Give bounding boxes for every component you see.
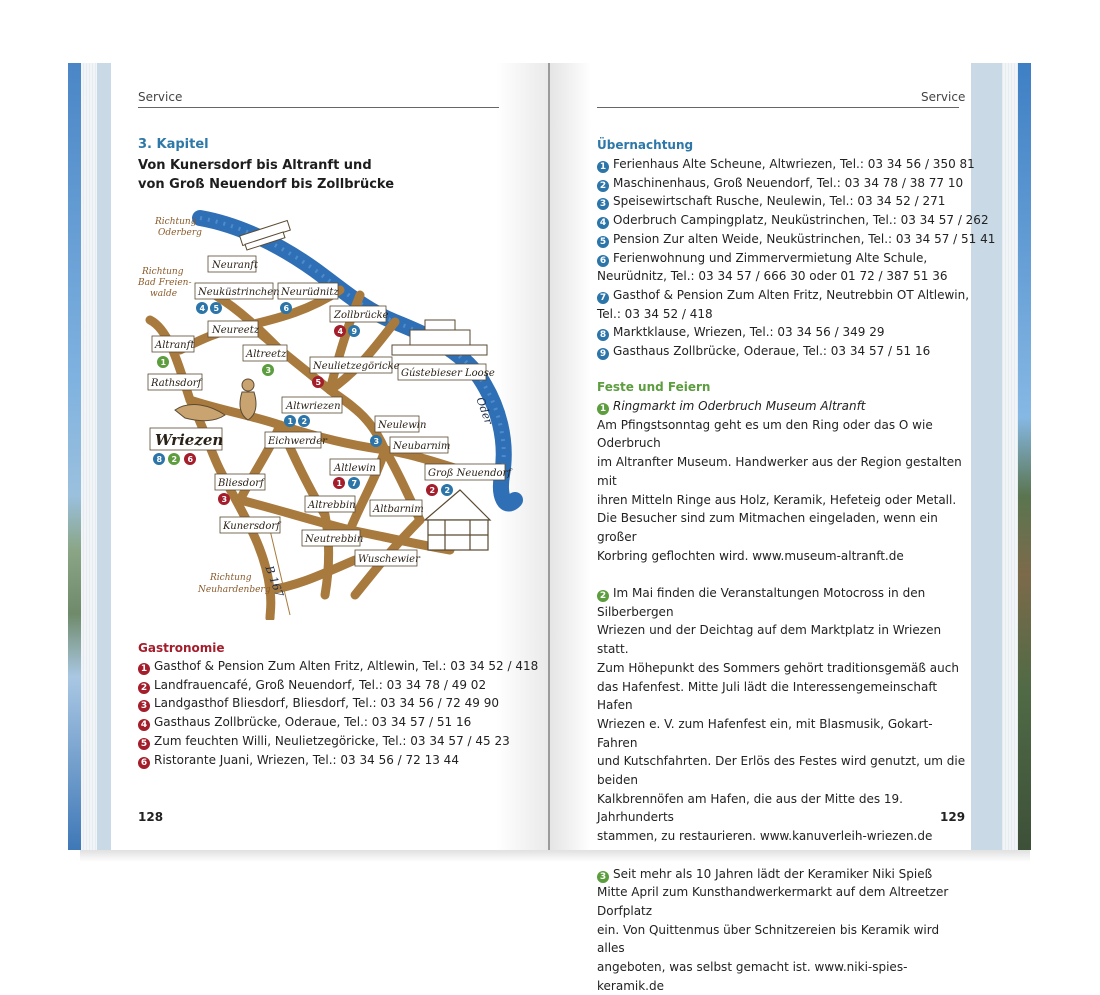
uebernachtung-item: 1 Ferienhaus Alte Scheune, Altwriezen, Tel.: 03 34 56 / 350 81 [597,155,995,174]
label-altbarnim: Altbarnim [373,504,424,515]
svg-text:9: 9 [351,327,358,336]
feste-line: das Hafenfest. Mitte Juli lädt die Interessengemeinschaft Hafen [597,679,938,713]
dir-freienwalde-3: walde [150,289,178,299]
label-altreetz: Altreetz [246,349,287,360]
uebernachtung-list [597,155,995,361]
dir-oderberg-2: Oderberg [158,228,202,238]
page-number-left: 128 [138,810,164,824]
gastronomie-heading: Gastronomie [138,641,225,655]
svg-text:4: 4 [199,304,206,313]
label-zollbruecke: Zollbrücke [334,310,389,321]
label-wuschewier: Wuschewier [358,554,420,565]
feste-line: ihren Mitteln Ringe aus Holz, Keramik, Hefeteig oder Metall. [597,492,957,507]
feste-line: angeboten, was selbst gemacht ist. www.niki-spies-keramik.de [597,960,908,993]
chapter-number: 3. Kapitel [138,137,209,152]
svg-text:4: 4 [337,327,344,336]
feste-line: Wriezen e. V. zum Hafenfest ein, mit Blasmusik, Gokart-Fahren [597,716,933,750]
feste-line: Zum Höhepunkt des Sommers gehört traditionsgemäß auch [597,660,959,675]
feste-line: Korbring geflochten wird. www.museum-altranft.de [597,548,904,563]
uebernachtung-item: 5 Pension Zur alten Weide, Neuküstrinchen, Tel.: 03 34 57 / 51 41 [597,230,995,249]
label-neulewin: Neulewin [378,420,427,431]
svg-text:2: 2 [444,486,451,495]
label-neukuestrinchen: Neuküstrinchen [198,287,280,298]
feste-line: Wriezen und der Deichtag auf dem Marktplatz in Wriezen statt. [597,623,942,657]
feste-line: Die Besucher sind zum Mitmachen eingeladen, wenn ein großer [597,511,938,544]
uebernachtung-item-continued: Tel.: 03 34 52 / 418 [597,306,713,321]
running-head-right: Service [921,90,966,104]
gastronomie-item: 2 Landfrauencafé, Groß Neuendorf, Tel.: 03 34 78 / 49 02 [138,676,538,695]
page-stack-left [81,63,97,850]
svg-text:3: 3 [265,366,272,375]
uebernachtung-item: 7 Gasthof & Pension Zum Alten Fritz, Neutrebbin OT Altlewin, [597,286,995,305]
book-gutter [548,63,550,850]
label-bliesdorf: Bliesdorf [218,478,264,489]
label-neureetz: Neureetz [212,325,260,336]
header-rule-left [138,107,499,108]
label-neuruednitz: Neurüdnitz [281,287,339,298]
svg-text:7: 7 [351,479,358,488]
chapter-title-line-2: von Groß Neuendorf bis Zollbrücke [138,177,395,192]
feste-line: stammen, zu restaurieren. www.kanuverleih-wriezen.de [597,829,933,844]
dir-neuhardenberg-1: Richtung [210,573,252,583]
gastronomie-item: 3 Landgasthof Bliesdorf, Bliesdorf, Tel.: 03 34 56 / 72 49 90 [138,694,538,713]
house-drawing [425,490,490,550]
gastronomie-item: 1 Gasthof & Pension Zum Alten Fritz, Altlewin, Tel.: 03 34 52 / 418 [138,657,538,676]
feste-line: ein. Von Quittenmus über Schnitzereien bis Keramik wird alles [597,922,940,956]
gastronomie-item: 6 Ristorante Juani, Wriezen, Tel.: 03 34 56 / 72 13 44 [138,751,538,770]
label-neutrebbin: Neutrebbin [305,534,364,545]
label-eichwerder: Eichwerder [268,436,327,447]
dir-neuhardenberg-2: Neuhardenberg [198,585,271,595]
svg-text:6: 6 [283,304,290,313]
dir-oderberg-1: Richtung [155,217,197,227]
uebernachtung-item-continued: Neurüdnitz, Tel.: 03 34 57 / 666 30 oder 01 72 / 387 51 36 [597,269,948,284]
svg-text:1: 1 [160,358,167,367]
feste-block-3-first: 3 Seit mehr als 10 Jahren lädt der Keramiker Niki Spieß [597,865,967,884]
label-neuranft: Neuranft [212,260,259,271]
uebernachtung-item: 9 Gasthaus Zollbrücke, Oderaue, Tel.: 03 34 57 / 51 16 [597,342,995,361]
label-gross-neuendorf: Groß Neuendorf [428,468,512,479]
page-stack-right [1002,63,1018,850]
svg-text:1: 1 [336,479,343,488]
svg-text:3: 3 [373,437,380,446]
uebernachtung-item: 2 Maschinenhaus, Groß Neuendorf, Tel.: 03 34 78 / 38 77 10 [597,174,995,193]
label-neubarnim: Neubarnim [393,441,451,452]
gastronomie-item: 5 Zum feuchten Willi, Neulietzegöricke, Tel.: 03 34 57 / 45 23 [138,732,538,751]
dir-freienwalde-2: Bad Freien- [138,278,192,288]
label-b167: B 167 [262,563,286,600]
label-altwriezen: Altwriezen [286,401,341,412]
feste-block-1-title: 1 Ringmarkt im Oderbruch Museum Altranft [597,397,967,416]
svg-text:8: 8 [156,455,163,464]
feste-line: Mitte April zum Kunsthandwerkermarkt auf dem Altreetzer Dorfplatz [597,885,949,918]
svg-text:3: 3 [221,495,228,504]
uebernachtung-heading: Übernachtung [597,138,694,152]
svg-text:2: 2 [301,417,308,426]
margin-panel-left [97,63,111,850]
page-number-right: 129 [940,810,966,824]
feste-line: Am Pfingstsonntag geht es um den Ring oder das O wie Oderbruch [597,417,933,451]
uebernachtung-item: 6 Ferienwohnung und Zimmervermietung Alte Schule, [597,249,995,268]
svg-text:1: 1 [287,417,294,426]
feste-block-2-first: 2 Im Mai finden die Veranstaltungen Motocross in den Silberbergen [597,586,926,619]
photo-edge-right [1018,63,1031,850]
dir-freienwalde-1: Richtung [142,267,184,277]
label-altrebbin: Altrebbin [308,500,356,511]
svg-text:2: 2 [171,455,178,464]
chapter-title [138,156,438,194]
gastronomie-item: 4 Gasthaus Zollbrücke, Oderaue, Tel.: 03 34 57 / 51 16 [138,713,538,732]
feste-heading: Feste und Feiern [597,380,711,394]
feste-body [597,397,967,995]
header-rule-right [597,107,959,108]
label-kunersdorf: Kunersdorf [223,521,280,532]
region-map [130,200,530,620]
svg-text:5: 5 [315,378,322,387]
label-altranft: Altranft [155,340,195,351]
uebernachtung-item: 4 Oderbruch Campingplatz, Neuküstrinchen, Tel.: 03 34 57 / 262 [597,211,995,230]
uebernachtung-item: 3 Speisewirtschaft Rusche, Neulewin, Tel.: 03 34 52 / 271 [597,192,995,211]
chapter-title-line-1: Von Kunersdorf bis Altranft und [138,158,372,173]
label-rathsdorf: Rathsdorf [151,378,202,389]
svg-text:2: 2 [429,486,436,495]
label-oder: Oder [473,395,496,427]
svg-text:6: 6 [187,455,194,464]
uebernachtung-item: 8 Marktklause, Wriezen, Tel.: 03 34 56 / 349 29 [597,323,995,342]
feste-line: im Altranfter Museum. Handwerker aus der Region gestalten mit [597,455,962,488]
running-head-left: Service [138,90,183,104]
photo-edge-left [68,63,81,850]
svg-text:5: 5 [213,304,220,313]
label-altlewin: Altlewin [334,463,376,474]
label-neulietzegoericke: Neulietzegöricke [313,361,400,372]
feste-line: Kalkbrennöfen am Hafen, die aus der Mitte des 19. Jahrhunderts [597,791,903,825]
label-wriezen: Wriezen [155,431,224,449]
gastronomie-list [138,657,538,769]
label-guestebieser-loose: Gústebieser Loose [401,368,495,379]
feste-line: und Kutschfahrten. Der Erlös des Festes wird genutzt, um die beiden [597,754,966,788]
